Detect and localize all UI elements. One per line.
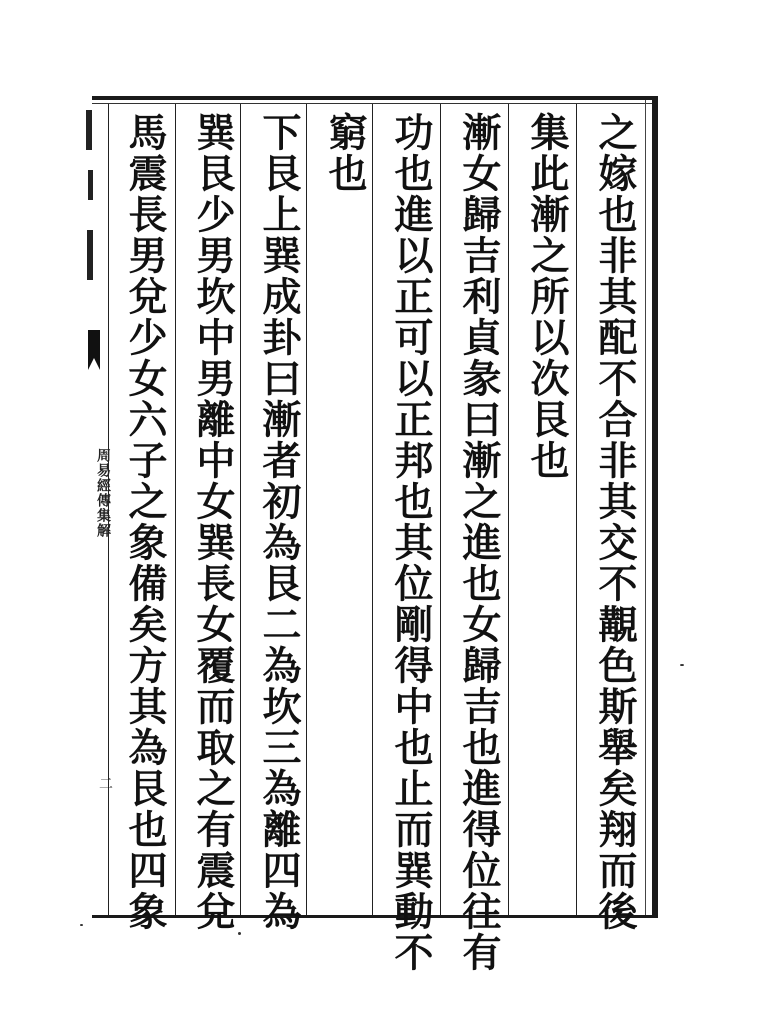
fish-tail-mark (88, 330, 100, 370)
text-column-7: 巽艮少男坎中男離中女巽長女覆而取之有震兌 (190, 112, 236, 932)
frame-bottom-border (92, 915, 658, 918)
scan-speck (80, 924, 83, 926)
text-column-6: 下艮上巽成卦曰漸者初為艮二為坎三為離四為 (256, 112, 302, 932)
margin-decoration (84, 110, 100, 310)
scan-speck (680, 664, 684, 666)
column-rule (240, 104, 241, 915)
frame-top-inner-border (92, 103, 658, 104)
text-column-8: 馬震長男兌少女六子之象備矣方其為艮也四象 (122, 112, 168, 932)
text-column-3: 漸女歸吉利貞彖曰漸之進也女歸吉也進得位往有 (456, 112, 502, 973)
column-rule (440, 104, 441, 915)
frame-top-border (92, 96, 658, 100)
text-column-4: 功也進以正可以正邦也其位剛得中也止而巽動不 (388, 112, 434, 973)
margin-book-title: 周易經傳集解 (95, 448, 111, 538)
column-rule (372, 104, 373, 915)
scan-speck (238, 932, 241, 935)
margin-page-number: 二 (97, 776, 113, 790)
column-rule (306, 104, 307, 915)
text-column-5: 窮也 (322, 112, 368, 194)
text-column-2: 集此漸之所以次艮也 (524, 112, 570, 481)
column-rule (508, 104, 509, 915)
column-rule (175, 104, 176, 915)
column-rule (576, 104, 577, 915)
text-column-1: 之嫁也非其配不合非其交不覯色斯舉矣翔而後 (592, 112, 638, 932)
frame-right-inner-border (645, 100, 646, 915)
frame-right-border (652, 96, 658, 918)
